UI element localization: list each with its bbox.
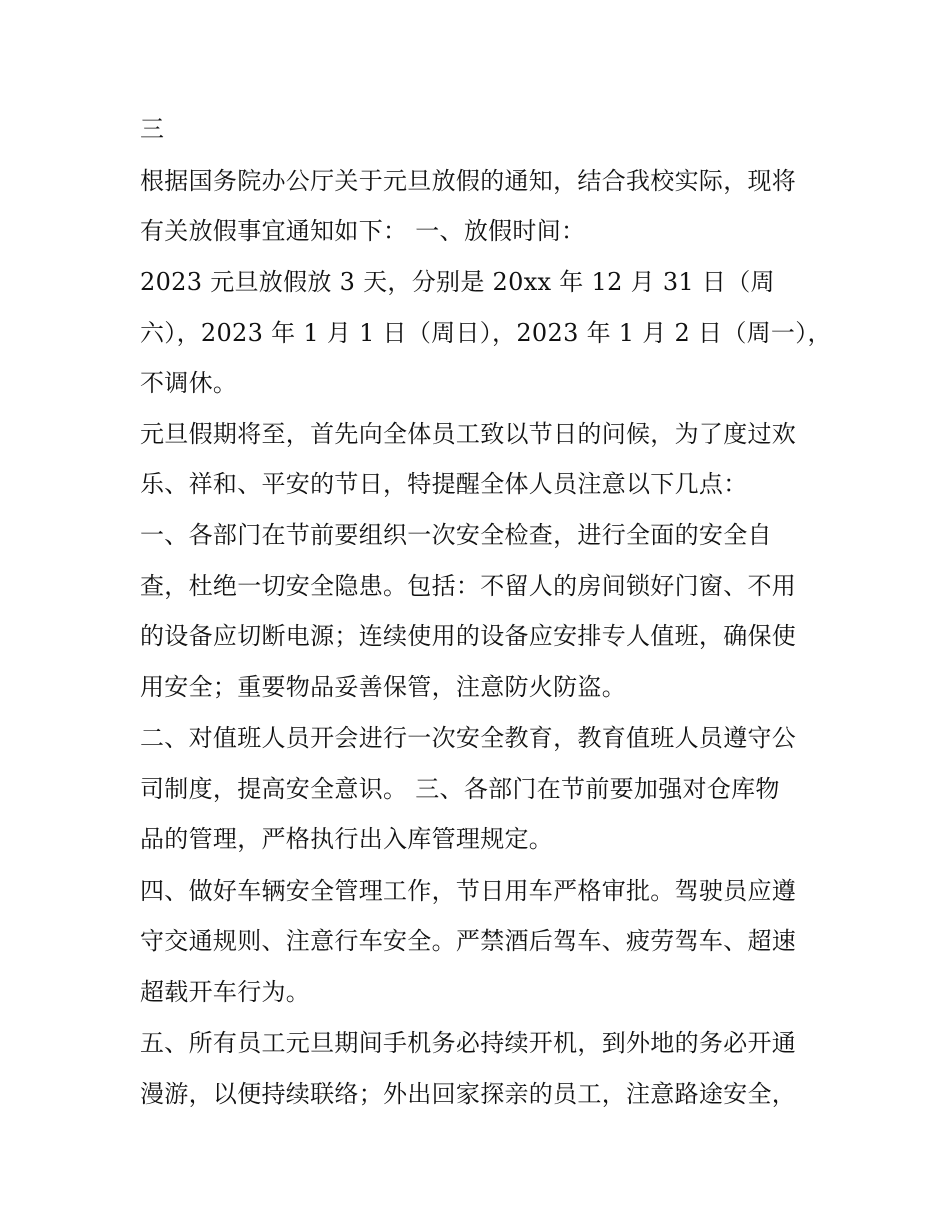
text-line: 二、对值班人员开会进行一次安全教育，教育值班人员遵守公	[140, 724, 797, 752]
text-line: 一、各部门在节前要组织一次安全检查，进行全面的安全自	[140, 521, 772, 549]
text-line: 元旦假期将至，首先向全体员工致以节日的问候，为了度过欢	[140, 420, 797, 448]
text-line: 用安全；重要物品妥善保管，注意防火防盗。	[140, 673, 626, 701]
text-line: 四、做好车辆安全管理工作，节日用车严格审批。驾驶员应遵	[140, 877, 797, 905]
text-line: 五、所有员工元旦期间手机务必持续开机，到外地的务必开通	[140, 1029, 797, 1057]
text-line: 守交通规则、注意行车安全。严禁酒后驾车、疲劳驾车、超速	[140, 927, 797, 955]
text-line: 超载开车行为。	[140, 978, 311, 1006]
text-line: 查，杜绝一切安全隐患。包括：不留人的房间锁好门窗、不用	[140, 572, 797, 600]
text-line: 漫游，以便持续联络；外出回家探亲的员工，注意路途安全，	[140, 1080, 797, 1108]
text-line: 2023 元旦放假放 3 天，分别是 20xx 年 12 月 31 日（周	[140, 268, 775, 296]
text-line: 品的管理，严格执行出入库管理规定。	[140, 825, 554, 853]
text-line: 有关放假事宜通知如下： 一、放假时间：	[140, 217, 586, 245]
text-line: 六），2023 年 1 月 1 日（周日），2023 年 1 月 2 日（周一），	[140, 319, 832, 347]
text-line: 司制度，提高安全意识。 三、各部门在节前要加强对仓库物	[140, 775, 780, 803]
text-line: 乐、祥和、平安的节日，特提醒全体人员注意以下几点：	[140, 470, 748, 498]
text-line: 三	[140, 115, 165, 143]
text-line: 不调休。	[140, 369, 238, 397]
text-line: 的设备应切断电源；连续使用的设备应安排专人值班，确保使	[140, 622, 797, 650]
text-line: 根据国务院办公厅关于元旦放假的通知，结合我校实际，现将	[140, 167, 797, 195]
